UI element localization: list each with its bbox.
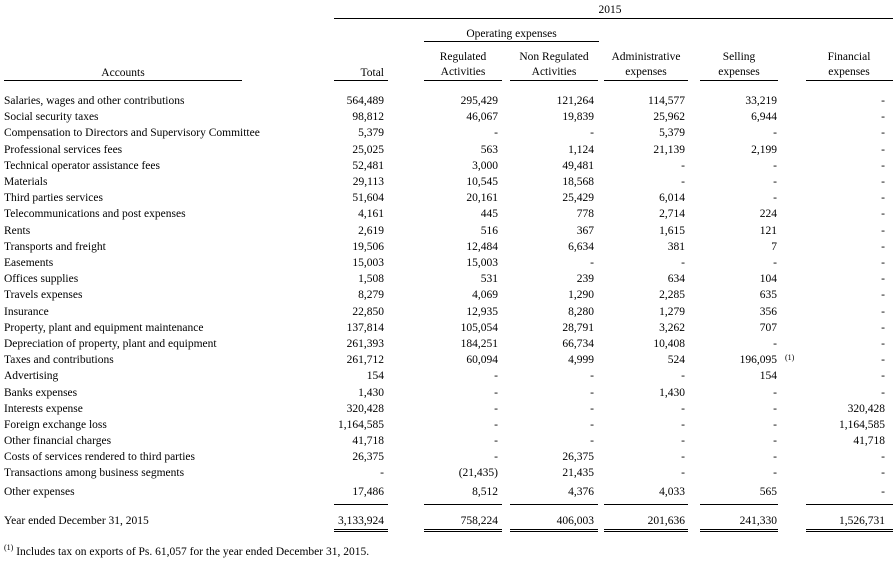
row-account: Compensation to Directors and Supervisory Committee (4, 127, 260, 140)
row-account: Offices supplies (4, 273, 79, 286)
row-financial: - (881, 192, 885, 205)
total-rule-financial (806, 504, 893, 505)
row-account: Costs of services rendered to third parties (4, 451, 195, 464)
row-admin: 6,014 (659, 192, 685, 205)
footnote (4, 543, 370, 559)
row-total: 25,025 (352, 143, 384, 156)
row-total: - (380, 467, 384, 479)
row-selling: - (773, 419, 777, 431)
row-regulated: 60,094 (466, 354, 498, 367)
row-admin: - (681, 451, 685, 464)
row-regulated: 563 (480, 143, 498, 156)
row-non-regulated: - (590, 435, 594, 448)
row-admin: 1,279 (659, 305, 685, 318)
row-non-regulated: 1,124 (568, 143, 594, 156)
row-selling: - (773, 338, 777, 350)
row-account: Transports and freight (4, 240, 106, 253)
row-financial: - (881, 240, 885, 253)
row-non-regulated: 4,999 (568, 354, 594, 367)
row-financial: - (881, 451, 885, 464)
row-financial: - (881, 143, 885, 156)
row-regulated: 4,069 (472, 289, 498, 302)
row-admin: 2,714 (659, 208, 685, 221)
row-selling: - (773, 176, 777, 188)
row-financial: - (881, 176, 885, 188)
row-selling: - (773, 257, 777, 269)
year-heading: 2015 (598, 4, 622, 16)
accounts-underline (4, 80, 242, 81)
row-regulated: 20,161 (466, 192, 498, 205)
row-non-regulated: 1,290 (568, 289, 594, 302)
row-admin: 634 (667, 273, 685, 286)
selling-underline (700, 80, 778, 81)
row-account: Banks expenses (4, 386, 78, 399)
row-admin: - (681, 370, 685, 383)
row-regulated: 105,054 (460, 321, 498, 334)
row-admin: 524 (667, 354, 685, 367)
total-rule-regulated (424, 504, 502, 505)
row-non-regulated: 21,435 (562, 467, 594, 479)
row-non-regulated: 19,839 (562, 111, 594, 124)
row-regulated: 516 (480, 224, 498, 237)
row-account: Third parties services (4, 192, 103, 205)
row-selling: 154 (759, 370, 777, 383)
total-row-total: 3,133,924 (338, 515, 384, 527)
row-regulated: - (494, 370, 498, 383)
total-heading: Total (360, 67, 384, 79)
row-non-regulated: 18,568 (562, 176, 594, 188)
row-non-regulated: - (590, 386, 594, 399)
row-admin: 1,430 (659, 386, 685, 399)
row-financial: 1,164,585 (839, 419, 885, 431)
row-non-regulated: 26,375 (562, 451, 594, 464)
row-account: Technical operator assistance fees (4, 159, 160, 172)
footnote-mark: (1) (4, 543, 14, 553)
row-total: 320,428 (346, 402, 384, 415)
financial-heading-2: expenses (828, 66, 870, 78)
row-selling: 707 (759, 321, 777, 334)
row-total: 19,506 (352, 240, 384, 253)
row-non-regulated: 25,429 (562, 192, 594, 205)
row-financial: - (881, 257, 885, 269)
row-total: 137,814 (346, 321, 384, 334)
row-regulated: - (494, 127, 498, 140)
selling-heading-1: Selling (722, 51, 756, 63)
double-rule-non-regulated-1 (510, 529, 598, 530)
row-account: Other expenses (4, 486, 75, 498)
admin-heading-2: expenses (625, 66, 667, 78)
row-account: Other financial charges (4, 435, 112, 448)
row-selling: - (773, 451, 777, 464)
row-selling: - (773, 467, 777, 479)
double-rule-total-2 (334, 531, 388, 532)
row-account: Materials (4, 176, 48, 188)
row-account: Property, plant and equipment maintenance (4, 321, 204, 334)
row-selling: - (773, 127, 777, 140)
row-non-regulated: 66,734 (562, 338, 594, 350)
row-admin: - (681, 402, 685, 415)
row-admin: 3,262 (659, 321, 685, 334)
row-account: Foreign exchange loss (4, 419, 107, 431)
row-non-regulated: 4,376 (568, 486, 594, 498)
financial-underline (806, 80, 893, 81)
row-financial: - (881, 289, 885, 302)
double-rule-admin-2 (604, 531, 688, 532)
footnote-text: Includes tax on exports of Ps. 61,057 for the year ended December 31, 2015. (13, 546, 370, 558)
row-selling: - (773, 159, 777, 172)
row-non-regulated: 28,791 (562, 321, 594, 334)
row-total: 1,430 (358, 386, 384, 399)
row-regulated: - (494, 419, 498, 431)
double-rule-non-regulated-2 (510, 531, 598, 532)
row-note-marker: (1) (785, 353, 795, 363)
double-rule-total-1 (334, 529, 388, 530)
row-financial: - (881, 467, 885, 479)
row-total: 22,850 (352, 305, 384, 318)
row-financial: - (881, 370, 885, 383)
admin-underline (604, 80, 688, 81)
row-account: Advertising (4, 370, 59, 383)
row-account: Interests expense (4, 402, 83, 415)
regulated-heading-1: Regulated (439, 51, 487, 63)
row-account: Telecommunications and post expenses (4, 208, 186, 221)
row-account: Professional services fees (4, 143, 123, 156)
row-admin: 10,408 (653, 338, 685, 350)
row-non-regulated: 239 (576, 273, 594, 286)
total-row-financial: 1,526,731 (839, 515, 885, 527)
row-financial: - (881, 338, 885, 350)
row-regulated: 184,251 (460, 338, 498, 350)
row-financial: 41,718 (853, 435, 885, 448)
double-rule-admin-1 (604, 529, 688, 530)
row-non-regulated: 778 (576, 208, 594, 221)
row-total: 1,164,585 (338, 419, 384, 431)
total-row-admin: 201,636 (647, 515, 685, 527)
row-financial: 320,428 (847, 402, 885, 415)
row-admin: - (681, 419, 685, 431)
row-admin: 381 (667, 240, 685, 253)
row-admin: 114,577 (648, 95, 685, 107)
row-financial: - (881, 127, 885, 140)
row-total: 2,619 (358, 224, 384, 237)
row-account: Taxes and contributions (4, 354, 114, 367)
row-total: 26,375 (352, 451, 384, 464)
row-selling: 33,219 (745, 95, 777, 107)
row-admin: - (681, 435, 685, 448)
row-selling: 356 (759, 305, 777, 318)
row-account: Depreciation of property, plant and equipment (4, 338, 217, 350)
row-admin: 21,139 (653, 143, 685, 156)
row-selling: 121 (759, 224, 777, 237)
row-non-regulated: - (590, 127, 594, 140)
row-financial: - (881, 386, 885, 399)
row-financial: - (881, 273, 885, 286)
row-admin: - (681, 257, 685, 269)
row-non-regulated: - (590, 402, 594, 415)
regulated-underline (424, 80, 502, 81)
row-selling: 104 (759, 273, 777, 286)
row-regulated: (21,435) (458, 467, 498, 479)
row-regulated: 445 (480, 208, 498, 221)
row-total: 564,489 (346, 95, 384, 107)
row-admin: - (681, 467, 685, 479)
row-financial: - (881, 159, 885, 172)
row-non-regulated: - (590, 370, 594, 383)
non-regulated-underline (510, 80, 598, 81)
row-selling: 7 (771, 240, 777, 253)
total-rule-non-regulated (510, 504, 598, 505)
row-regulated: 12,484 (466, 240, 498, 253)
row-account: Easements (4, 257, 54, 269)
operating-expenses-underline (424, 41, 599, 42)
row-non-regulated: - (590, 257, 594, 269)
row-total: 52,481 (352, 159, 384, 172)
row-regulated: 3,000 (472, 159, 498, 172)
row-regulated: 12,935 (466, 305, 498, 318)
double-rule-regulated-1 (424, 529, 502, 530)
row-regulated: - (494, 386, 498, 399)
row-total: 17,486 (352, 486, 384, 498)
row-regulated: 46,067 (466, 111, 498, 124)
row-selling: 224 (759, 208, 777, 221)
row-selling: - (773, 402, 777, 415)
financial-heading-1: Financial (827, 51, 871, 63)
row-selling: 196,095 (739, 354, 777, 367)
row-regulated: 15,003 (466, 257, 498, 269)
double-rule-selling-2 (700, 531, 778, 532)
double-rule-selling-1 (700, 529, 778, 530)
row-admin: 5,379 (659, 127, 685, 140)
row-financial: - (881, 224, 885, 237)
row-selling: - (773, 435, 777, 448)
row-selling: - (773, 192, 777, 205)
row-non-regulated: 6,634 (568, 240, 594, 253)
row-account: Insurance (4, 305, 49, 318)
row-non-regulated: 121,264 (556, 95, 594, 107)
row-admin: 1,615 (659, 224, 685, 237)
row-total: 5,379 (358, 127, 384, 140)
row-non-regulated: 8,280 (568, 305, 594, 318)
row-selling: 2,199 (751, 143, 777, 156)
row-financial: - (881, 486, 885, 498)
row-total: 1,508 (358, 273, 384, 286)
row-account: Social security taxes (4, 111, 99, 124)
row-selling: 565 (759, 486, 777, 498)
row-total: 15,003 (352, 257, 384, 269)
row-account: Rents (4, 224, 31, 237)
total-underline (334, 80, 388, 81)
row-total: 29,113 (352, 176, 384, 188)
row-non-regulated: 367 (576, 224, 594, 237)
row-admin: 4,033 (659, 486, 685, 498)
selling-heading-2: expenses (718, 66, 760, 78)
row-admin: 25,962 (653, 111, 685, 124)
total-rule-admin (604, 504, 688, 505)
row-financial: - (881, 354, 885, 367)
row-selling: 6,944 (751, 111, 777, 124)
row-financial: - (881, 111, 885, 124)
row-non-regulated: 49,481 (562, 159, 594, 172)
row-admin: 2,285 (659, 289, 685, 302)
non-regulated-heading-1: Non Regulated (519, 51, 589, 63)
total-row-regulated: 758,224 (460, 515, 498, 527)
row-financial: - (881, 321, 885, 334)
non-regulated-heading-2: Activities (531, 66, 577, 78)
row-selling: 635 (759, 289, 777, 302)
row-selling: - (773, 386, 777, 399)
regulated-heading-2: Activities (440, 66, 486, 78)
total-rule-total (334, 504, 388, 505)
row-admin: - (681, 176, 685, 188)
accounts-heading: Accounts (101, 67, 145, 79)
row-regulated: 531 (480, 273, 498, 286)
operating-expenses-heading: Operating expenses (466, 28, 557, 40)
row-total: 41,718 (352, 435, 384, 448)
row-non-regulated: - (590, 419, 594, 431)
row-total: 98,812 (352, 111, 384, 124)
row-regulated: 295,429 (460, 95, 498, 107)
row-total: 4,161 (358, 208, 384, 221)
double-rule-financial-2 (806, 531, 893, 532)
row-financial: - (881, 208, 885, 221)
row-total: 51,604 (352, 192, 384, 205)
row-regulated: - (494, 402, 498, 415)
double-rule-regulated-2 (424, 531, 502, 532)
row-account: Travels expenses (4, 289, 83, 302)
row-regulated: - (494, 451, 498, 464)
row-financial: - (881, 305, 885, 318)
row-admin: - (681, 159, 685, 172)
row-account: Salaries, wages and other contributions (4, 95, 185, 107)
row-total: 261,393 (346, 338, 384, 350)
row-total: 154 (366, 370, 384, 383)
total-rule-selling (700, 504, 778, 505)
total-row-selling: 241,330 (739, 515, 777, 527)
row-total: 261,712 (346, 354, 384, 367)
year-underline (334, 18, 893, 19)
admin-heading-1: Administrative (611, 51, 681, 63)
double-rule-financial-1 (806, 529, 893, 530)
total-row-non-regulated: 406,003 (556, 515, 594, 527)
row-regulated: 8,512 (472, 486, 498, 498)
row-financial: - (881, 95, 885, 107)
row-regulated: 10,545 (466, 176, 498, 188)
row-total: 8,279 (358, 289, 384, 302)
row-regulated: - (494, 435, 498, 448)
row-account: Transactions among business segments (4, 467, 185, 479)
total-row-label: Year ended December 31, 2015 (4, 515, 149, 527)
